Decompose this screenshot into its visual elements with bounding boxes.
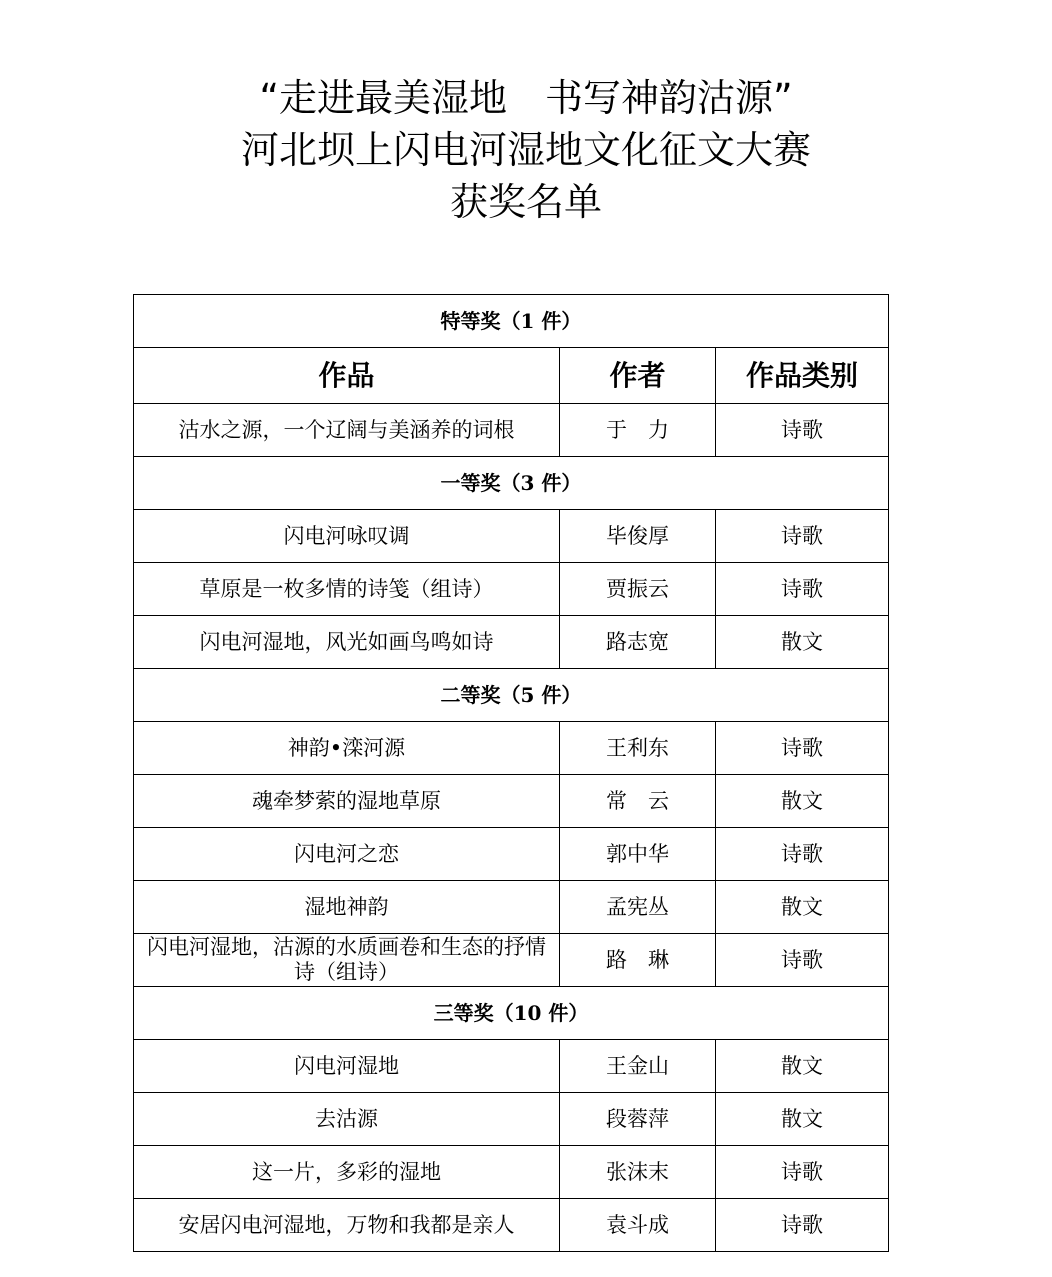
header-work: 作品 xyxy=(134,348,560,404)
category-cell: 散文 xyxy=(716,775,889,828)
section-label: 二等奖（5 件） xyxy=(134,669,889,722)
header-author: 作者 xyxy=(560,348,716,404)
table-row xyxy=(134,1199,889,1252)
table-row xyxy=(134,828,889,881)
table-row xyxy=(134,722,889,775)
work-cell: 闪电河湿地，沽源的水质画卷和生态的抒情诗（组诗） xyxy=(134,934,560,987)
category-cell: 诗歌 xyxy=(716,404,889,457)
author-cell: 王金山 xyxy=(560,1040,716,1093)
header-category: 作品类别 xyxy=(716,348,889,404)
author-cell: 袁斗成 xyxy=(560,1199,716,1252)
section-label: 特等奖（1 件） xyxy=(134,295,889,348)
category-cell: 散文 xyxy=(716,1093,889,1146)
category-cell: 散文 xyxy=(716,616,889,669)
section-row-first xyxy=(134,457,889,510)
work-cell: 去沽源 xyxy=(134,1093,560,1146)
section-row-grand xyxy=(134,295,889,348)
section-row-second xyxy=(134,669,889,722)
author-cell: 郭中华 xyxy=(560,828,716,881)
awards-table xyxy=(133,294,889,1252)
table-row xyxy=(134,616,889,669)
work-cell: 神韵•滦河源 xyxy=(134,722,560,775)
section-label: 一等奖（3 件） xyxy=(134,457,889,510)
author-cell: 贾振云 xyxy=(560,563,716,616)
work-cell: 闪电河湿地 xyxy=(134,1040,560,1093)
author-cell: 路 琳 xyxy=(560,934,716,987)
work-cell: 湿地神韵 xyxy=(134,881,560,934)
author-cell: 常 云 xyxy=(560,775,716,828)
author-cell: 于 力 xyxy=(560,404,716,457)
table-row xyxy=(134,934,889,987)
author-cell: 毕俊厚 xyxy=(560,510,716,563)
table-row xyxy=(134,1040,889,1093)
title-line-1: “走进最美湿地 书写神韵沽源” xyxy=(259,76,793,120)
author-cell: 张沫末 xyxy=(560,1146,716,1199)
category-cell: 诗歌 xyxy=(716,1146,889,1199)
work-cell: 魂牵梦萦的湿地草原 xyxy=(134,775,560,828)
title-line-2: 河北坝上闪电河湿地文化征文大赛 xyxy=(240,128,811,172)
work-cell: 沽水之源，一个辽阔与美涵养的词根 xyxy=(134,404,560,457)
work-cell: 这一片，多彩的湿地 xyxy=(134,1146,560,1199)
table-row xyxy=(134,1093,889,1146)
table-row xyxy=(134,1146,889,1199)
document-title xyxy=(0,72,1052,228)
work-cell: 安居闪电河湿地，万物和我都是亲人 xyxy=(134,1199,560,1252)
table-row xyxy=(134,775,889,828)
table-row xyxy=(134,563,889,616)
table-row xyxy=(134,404,889,457)
work-cell: 闪电河咏叹调 xyxy=(134,510,560,563)
category-cell: 散文 xyxy=(716,881,889,934)
category-cell: 诗歌 xyxy=(716,828,889,881)
author-cell: 段蓉萍 xyxy=(560,1093,716,1146)
author-cell: 王利东 xyxy=(560,722,716,775)
category-cell: 诗歌 xyxy=(716,510,889,563)
author-cell: 孟宪丛 xyxy=(560,881,716,934)
work-cell: 草原是一枚多情的诗笺（组诗） xyxy=(134,563,560,616)
section-label: 三等奖（10 件） xyxy=(134,987,889,1040)
work-cell: 闪电河之恋 xyxy=(134,828,560,881)
table-row xyxy=(134,510,889,563)
category-cell: 诗歌 xyxy=(716,1199,889,1252)
category-cell: 诗歌 xyxy=(716,563,889,616)
title-line-3: 获奖名单 xyxy=(449,180,602,224)
table-header-row xyxy=(134,348,889,404)
work-cell: 闪电河湿地，风光如画鸟鸣如诗 xyxy=(134,616,560,669)
author-cell: 路志宽 xyxy=(560,616,716,669)
category-cell: 诗歌 xyxy=(716,934,889,987)
table-row xyxy=(134,881,889,934)
section-row-third xyxy=(134,987,889,1040)
category-cell: 诗歌 xyxy=(716,722,889,775)
category-cell: 散文 xyxy=(716,1040,889,1093)
